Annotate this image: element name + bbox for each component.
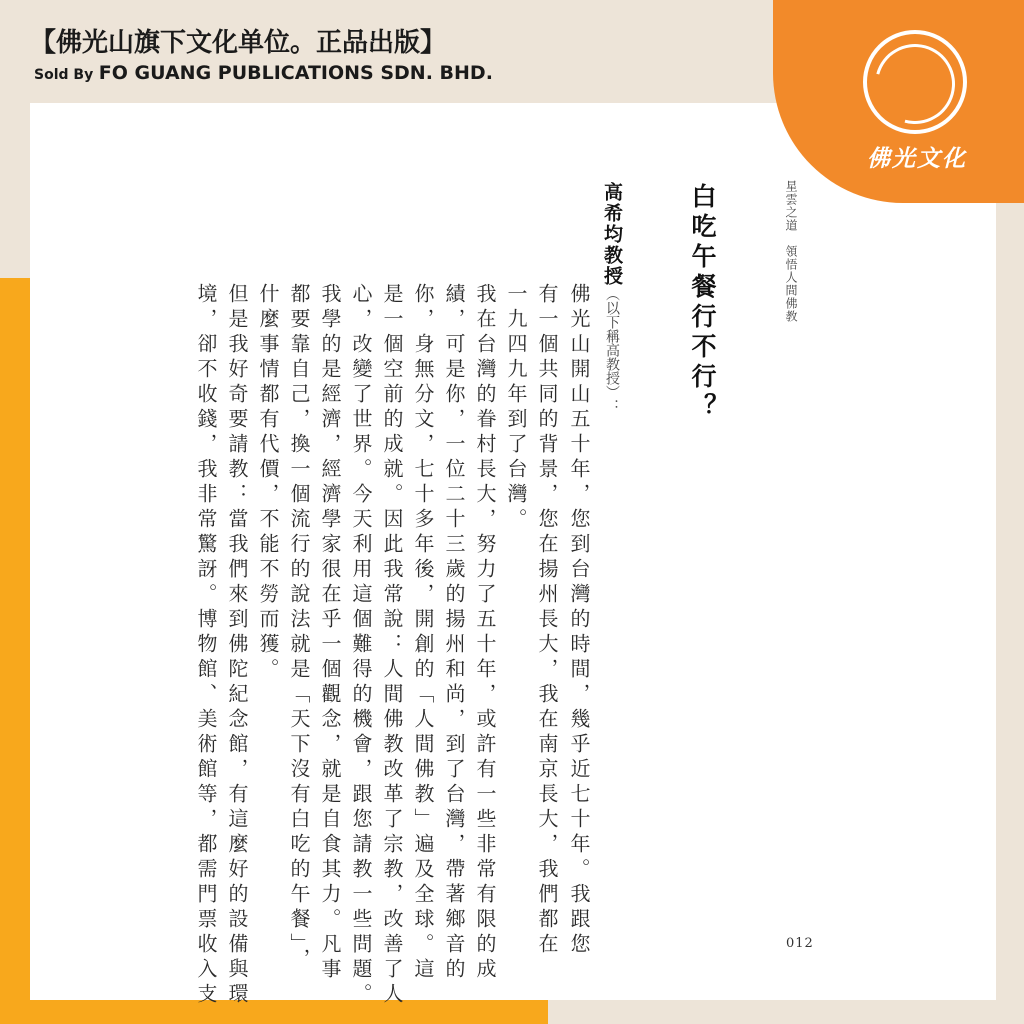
running-header: 星雲之道 領悟人間佛教 [784,180,798,323]
book-page [30,103,996,1000]
sold-by-label: Sold By [34,67,94,83]
bottom-accent-stripe [0,1000,548,1024]
body-line: 佛光山開山五十年，您到台灣的時間，幾乎近七十年。我跟您 [567,283,591,958]
body-line: 你，身無分文，七十多年後，開創的「人間佛教」遍及全球。這 [411,283,435,983]
body-line: 但是我好奇要請教：當我們來到佛陀紀念館，有這麼好的設備與環 [225,283,249,1008]
banner-title: 【佛光山旗下文化单位。正品出版】 [30,28,447,58]
page-number: 012 [786,936,814,951]
publisher-name: FO GUANG PUBLICATIONS SDN. BHD. [98,62,493,84]
body-line: 什麼事情都有代價，不能不勞而獲。 [256,283,280,683]
body-line: 我學的是經濟，經濟學家很在乎一個觀念，就是自食其力。凡事 [318,283,342,983]
speaker-name: 高希均教授 [601,182,623,287]
chapter-title: 白吃午餐行不行？ [688,183,717,423]
body-line: 心，改變了世界。今天利用這個難得的機會，跟您請教一些問題。 [349,283,373,1008]
speaker-heading [599,182,626,413]
body-line: 是一個空前的成就。因此我常說：人間佛教改革了宗教，改善了人 [380,283,404,1008]
body-line: 境，卻不收錢，我非常驚訝。博物館、美術館等，都需門票收入支 [194,283,218,1008]
body-line: 我在台灣的眷村長大，努力了五十年，或許有一些非常有限的成 [473,283,497,983]
body-line: 績，可是你，一位二十三歲的揚州和尚，到了台灣，帶著鄉音的 [442,283,466,983]
speaker-note: （以下稱高教授）： [604,287,620,413]
logo-text: 佛光文化 [867,145,967,172]
body-line: 有一個共同的背景，您在揚州長大，我在南京長大，我們都在 [535,283,559,958]
left-accent-stripe [0,278,30,1006]
body-line: 都要靠自己，換一個流行的說法就是「天下沒有白吃的午餐」， [287,283,311,973]
banner-sold-by [34,62,493,84]
body-line: 一九四九年到了台灣。 [504,283,528,533]
